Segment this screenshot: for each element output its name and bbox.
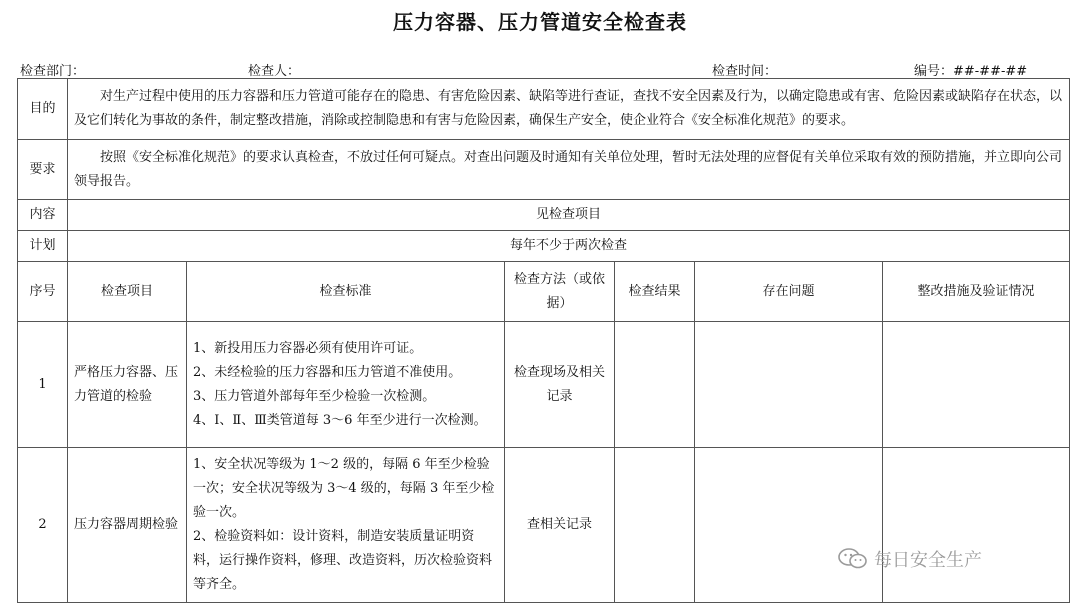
header-result: 检查结果 [615,262,695,322]
standard-line: 1、新投用压力容器必须有使用许可证。 [193,340,423,356]
watermark-text: 每日安全生产 [874,550,982,571]
requirement-text: 按照《安全标准化规范》的要求认真检查，不放过任何可疑点。对查出问题及时通知有关单位处理，暂时无法处理的应督促有关单位采取有效的预防措施，并立即向公司领导报告。 [68,140,1070,200]
item-method: 检查现场及相关记录 [505,322,615,448]
standard-line: 4、Ⅰ、Ⅱ、Ⅲ类管道每 3～6 年至少进行一次检测。 [193,412,487,428]
item-standards [187,448,505,603]
standard-line: 1、安全状况等级为 1～2 级的，每隔 6 年至少检验一次；安全状况等级为 3～4 级的，每隔 3 年至少检验一次。 [193,457,495,520]
item-problem [695,448,883,603]
watermark [838,546,982,572]
item-fix [883,322,1070,448]
purpose-label: 目的 [18,79,68,140]
inspector-label: 检查人： [248,64,301,79]
header-fix: 整改措施及验证情况 [883,262,1070,322]
item-seq: 2 [18,448,68,603]
page-title: 压力容器、压力管道安全检查表 [393,10,687,34]
time-label: 检查时间： [712,64,778,79]
item-result [615,448,695,603]
dept-label: 检查部门： [20,64,86,79]
header-row [18,262,1070,322]
plan-row [18,231,1070,262]
item-problem [695,322,883,448]
item-name: 严格压力容器、压力管道的检验 [68,322,187,448]
wechat-icon [838,548,868,570]
requirement-row [18,140,1070,200]
purpose-row [18,79,1070,140]
header-standard: 检查标准 [187,262,505,322]
item-name: 压力容器周期检验 [68,448,187,603]
item-seq: 1 [18,322,68,448]
header-item: 检查项目 [68,262,187,322]
purpose-text: 对生产过程中使用的压力容器和压力管道可能存在的隐患、有害危险因素、缺陷等进行查证，查找不安全因素及行为，以确定隐患或有害、危险因素或缺陷存在状态，以及它们转化为事故的条件，制定整改措施，消除或控制隐患和有害与危险因素，确保生产安全，使企业符合《安全标准化规范》的要求。 [68,79,1070,140]
header-problem: 存在问题 [695,262,883,322]
inspection-table [17,78,1070,603]
plan-text: 每年不少于两次检查 [68,231,1070,262]
content-row [18,200,1070,231]
item-method: 查相关记录 [505,448,615,603]
item-standards [187,322,505,448]
standard-line: 3、压力管道外部每年至少检验一次检测。 [193,388,436,404]
number-label: 编号：##-##-## [914,64,1028,79]
table-row [18,448,1070,603]
item-result [615,322,695,448]
table-row [18,322,1070,448]
requirement-label: 要求 [18,140,68,200]
header-method: 检查方法（或依据） [505,262,615,322]
standard-line: 2、未经检验的压力容器和压力管道不准使用。 [193,364,462,380]
standard-line: 2、检验资料如：设计资料，制造安装质量证明资料，运行操作资料，修理、改造资料，历次检验资料等齐全。 [193,529,493,592]
plan-label: 计划 [18,231,68,262]
header-seq: 序号 [18,262,68,322]
content-label: 内容 [18,200,68,231]
content-text: 见检查项目 [68,200,1070,231]
item-fix [883,448,1070,603]
